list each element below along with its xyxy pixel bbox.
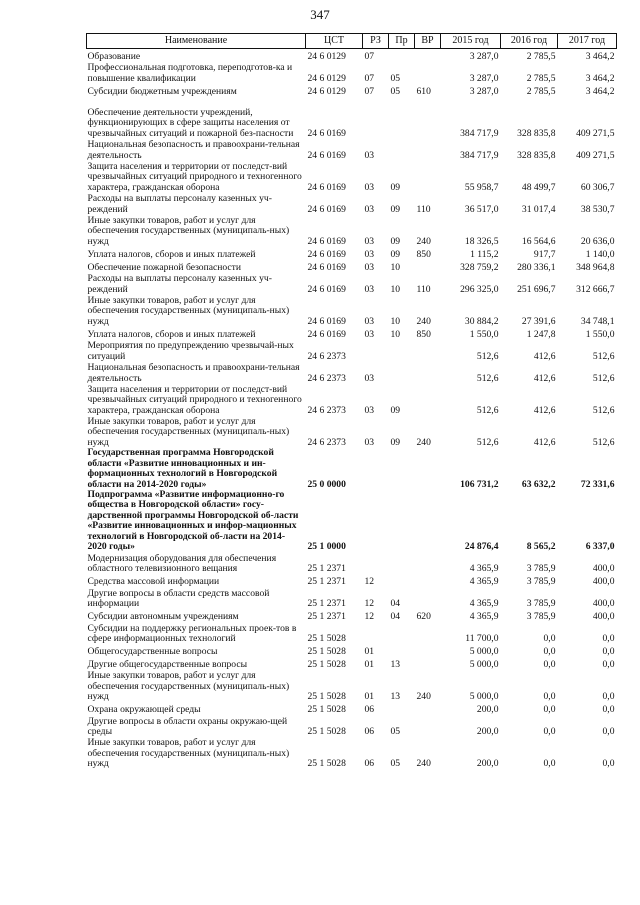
cell-2017: 512,6 (592, 372, 615, 384)
cell-name: Другие вопросы в области охраны окружаю-щей среды (87, 715, 288, 738)
cell-cst: 25 1 2371 (307, 576, 346, 588)
cell-cst: 24 6 2373 (307, 404, 346, 416)
cell-cst: 24 6 0129 (307, 50, 346, 62)
cell-2016: 3 785,9 (526, 598, 556, 610)
cell-vr (415, 574, 441, 587)
cell-2016: 0,0 (543, 633, 556, 645)
cell-pr (389, 574, 415, 587)
cell-pr (389, 552, 415, 574)
cell-cst: 24 6 0169 (307, 248, 346, 260)
cell-2016: 1 247,8 (526, 328, 556, 340)
table-row (87, 247, 617, 260)
cell-pr (389, 362, 415, 384)
header-pr: Пр (389, 34, 415, 49)
cell-pr: 13 (390, 659, 401, 671)
cell-2016: 0,0 (543, 704, 556, 716)
cell-2015: 384 717,9 (460, 127, 499, 139)
cell-vr: 240 (416, 436, 431, 448)
cell-name: Иные закупки товаров, работ и услуг для обеспечения государственных (муниципаль-ных) нужд (87, 416, 290, 448)
cell-pr (389, 340, 415, 362)
table-row (87, 49, 617, 63)
cell-vr: 240 (416, 235, 431, 247)
cell-pr (389, 622, 415, 644)
cell-2016: 328 835,8 (517, 127, 556, 139)
cell-vr (415, 702, 441, 715)
cell-cst: 24 6 0169 (307, 315, 346, 327)
cell-2017: 0,0 (602, 646, 615, 658)
table-row (87, 327, 617, 340)
cell-vr (415, 384, 441, 416)
cell-vr: 240 (416, 315, 431, 327)
cell-pr: 05 (390, 85, 401, 97)
cell-cst: 25 0 0000 (307, 478, 346, 490)
cell-cst: 25 1 5028 (307, 726, 346, 738)
cell-2017: 0,0 (602, 758, 615, 770)
cell-cst: 25 1 5028 (307, 704, 346, 716)
table-row (87, 490, 617, 552)
cell-cst: 25 1 5028 (307, 659, 346, 671)
cell-2015: 512,6 (476, 436, 499, 448)
cell-cst: 25 1 2371 (307, 611, 346, 623)
cell-2017: 0,0 (602, 659, 615, 671)
cell-2017: 1 140,0 (585, 248, 615, 260)
cell-2016: 48 499,7 (521, 181, 556, 193)
cell-vr: 610 (416, 85, 431, 97)
cell-2016: 31 017,4 (521, 203, 556, 215)
cell-2017: 20 636,0 (580, 235, 615, 247)
cell-pr (389, 490, 415, 552)
cell-pr: 10 (390, 261, 401, 273)
cell-2015: 4 365,9 (469, 576, 499, 588)
cell-cst: 24 6 0169 (307, 235, 346, 247)
cell-pr: 09 (390, 436, 401, 448)
cell-2015: 24 876,4 (464, 541, 499, 553)
cell-2016: 917,7 (533, 248, 556, 260)
cell-2017: 409 271,5 (576, 127, 615, 139)
cell-cst: 24 6 2373 (307, 350, 346, 362)
cell-vr (415, 260, 441, 273)
cell-2016: 0,0 (543, 659, 556, 671)
cell-2015: 4 365,9 (469, 598, 499, 610)
cell-vr (415, 97, 441, 139)
cell-2015: 5 000,0 (469, 646, 499, 658)
cell-name: Иные закупки товаров, работ и услуг для обеспечения государственных (муниципаль-ных) нужд (87, 295, 290, 327)
cell-vr (415, 657, 441, 670)
table-row (87, 84, 617, 97)
cell-name: Обеспечение пожарной безопасности (87, 261, 242, 273)
cell-2016: 328 835,8 (517, 149, 556, 161)
cell-cst: 24 6 0129 (307, 85, 346, 97)
cell-2015: 1 550,0 (469, 328, 499, 340)
cell-name: Иные закупки товаров, работ и услуг для обеспечения государственных (муниципаль-ных) нужд (87, 215, 290, 247)
cell-pr: 10 (390, 283, 401, 295)
cell-name: Субсидии на поддержку региональных проек-тов в сфере информационных технологий (87, 622, 297, 645)
cell-2015: 296 325,0 (460, 283, 499, 295)
cell-2016: 2 785,5 (526, 50, 556, 62)
cell-rz: 07 (364, 50, 375, 62)
cell-vr (415, 139, 441, 161)
cell-2017: 6 337,0 (585, 541, 615, 553)
cell-cst: 24 6 0169 (307, 127, 346, 139)
table-row (87, 273, 617, 295)
table-header-row (87, 34, 617, 49)
cell-rz (363, 340, 389, 362)
cell-cst: 24 6 2373 (307, 372, 346, 384)
cell-pr: 09 (390, 203, 401, 215)
cell-cst: 24 6 0169 (307, 283, 346, 295)
cell-vr: 620 (416, 611, 431, 623)
cell-2016: 412,6 (533, 372, 556, 384)
cell-rz: 03 (364, 404, 375, 416)
cell-vr (415, 644, 441, 657)
cell-pr (389, 49, 415, 63)
cell-rz: 06 (364, 758, 375, 770)
table-row (87, 340, 617, 362)
cell-rz: 06 (364, 704, 375, 716)
cell-rz: 03 (364, 283, 375, 295)
cell-rz (363, 622, 389, 644)
cell-2017: 0,0 (602, 704, 615, 716)
cell-cst: 24 6 0169 (307, 181, 346, 193)
cell-2016: 251 696,7 (517, 283, 556, 295)
table-row (87, 448, 617, 490)
cell-2015: 200,0 (476, 726, 499, 738)
cell-2017: 400,0 (592, 598, 615, 610)
cell-name: Субсидии автономным учреждениям (87, 611, 239, 623)
cell-name: Расходы на выплаты персоналу казенных уч-реждений (87, 273, 272, 295)
header-vr: ВР (415, 34, 441, 49)
table-row (87, 97, 617, 139)
cell-vr (415, 448, 441, 490)
table-row (87, 587, 617, 609)
cell-2015: 200,0 (476, 758, 499, 770)
cell-2017: 3 464,2 (585, 72, 615, 84)
table-row (87, 295, 617, 327)
cell-cst: 25 1 0000 (307, 541, 346, 553)
table-body (87, 49, 617, 770)
cell-2015: 512,6 (476, 372, 499, 384)
cell-name: Другие общегосударственные вопросы (87, 659, 248, 671)
cell-pr: 09 (390, 181, 401, 193)
table-row (87, 161, 617, 193)
cell-2017: 0,0 (602, 633, 615, 645)
page-number: 347 (310, 7, 330, 22)
cell-name: Уплата налогов, сборов и иных платежей (87, 248, 256, 260)
cell-2015: 30 884,2 (464, 315, 499, 327)
table-row (87, 609, 617, 622)
cell-vr (415, 622, 441, 644)
cell-vr (415, 340, 441, 362)
cell-rz: 03 (364, 248, 375, 260)
cell-2016: 3 785,9 (526, 611, 556, 623)
cell-rz: 03 (364, 328, 375, 340)
cell-2017: 400,0 (592, 576, 615, 588)
cell-name: Национальная безопасность и правоохрани-тельная деятельность (87, 362, 300, 384)
cell-2016: 0,0 (543, 758, 556, 770)
header-2015: 2015 год (441, 34, 501, 49)
cell-vr (415, 362, 441, 384)
cell-pr (389, 448, 415, 490)
cell-pr (389, 644, 415, 657)
cell-rz: 07 (364, 85, 375, 97)
table-row (87, 193, 617, 215)
cell-2017: 400,0 (592, 611, 615, 623)
cell-pr: 09 (390, 404, 401, 416)
table-row (87, 260, 617, 273)
cell-rz (363, 490, 389, 552)
cell-2017: 60 306,7 (580, 181, 615, 193)
cell-pr (389, 702, 415, 715)
cell-cst: 24 6 0129 (307, 72, 346, 84)
cell-rz: 01 (364, 659, 375, 671)
cell-pr: 10 (390, 315, 401, 327)
cell-cst: 25 1 5028 (307, 646, 346, 658)
cell-2016: 0,0 (543, 646, 556, 658)
cell-rz (363, 97, 389, 139)
cell-2015: 5 000,0 (469, 659, 499, 671)
cell-2015: 18 326,5 (464, 235, 499, 247)
cell-vr (415, 161, 441, 193)
cell-name: Средства массовой информации (87, 576, 220, 588)
cell-name: Подпрограмма «Развитие информационно-го общества в Новгородской области» госу-дарственной программы Новгородской об-ласти «Развитие инновационных и инфор-мационных технологий в Новгородской об-ласти на 2014-2020 годы» (87, 490, 299, 553)
table-row (87, 552, 617, 574)
cell-vr (415, 715, 441, 737)
cell-vr: 850 (416, 328, 431, 340)
table-row (87, 702, 617, 715)
table-row (87, 362, 617, 384)
cell-2017: 3 464,2 (585, 85, 615, 97)
table-row (87, 657, 617, 670)
cell-name: Образование (87, 50, 141, 62)
cell-rz: 03 (364, 372, 375, 384)
cell-cst: 24 6 0169 (307, 149, 346, 161)
cell-2016: 412,6 (533, 404, 556, 416)
cell-name: Мероприятия по предупреждению чрезвычай-ных ситуаций (87, 340, 294, 362)
cell-name: Уплата налогов, сборов и иных платежей (87, 328, 256, 340)
cell-rz: 03 (364, 315, 375, 327)
cell-name: Расходы на выплаты персоналу казенных уч-реждений (87, 193, 272, 215)
cell-name: Защита населения и территории от последст-вий чрезвычайных ситуаций природного и техногенного характера, гражданская оборона (87, 161, 302, 193)
cell-2015: 328 759,2 (460, 261, 499, 273)
cell-name: Иные закупки товаров, работ и услуг для обеспечения государственных (муниципаль-ных) нужд (87, 737, 290, 770)
cell-name: Государственная программа Новгородской области «Развитие инновационных и ин-формационных технологий в Новгородской области на 2014-2020 годы» (87, 448, 278, 490)
cell-2015: 36 517,0 (464, 203, 499, 215)
cell-vr (415, 62, 441, 84)
table-row (87, 737, 617, 769)
table-row (87, 215, 617, 247)
cell-pr: 13 (390, 691, 401, 703)
cell-name: Обеспечение деятельности учреждений, функционирующих в сфере защиты населения от чрезвычайных ситуаций и пожарной без-пасности (87, 106, 294, 139)
cell-rz: 12 (364, 576, 375, 588)
cell-name: Защита населения и территории от последст-вий чрезвычайных ситуаций природного и техногенного характера, гражданская оборона (87, 384, 302, 416)
cell-2016: 280 336,1 (517, 261, 556, 273)
cell-2017: 512,6 (592, 436, 615, 448)
cell-2017: 3 464,2 (585, 50, 615, 62)
cell-name: Модернизация оборудования для обеспечения областного телевизионного вещания (87, 552, 277, 575)
cell-2017: 72 331,6 (580, 478, 615, 490)
cell-2017: 0,0 (602, 691, 615, 703)
cell-2016: 63 632,2 (521, 478, 556, 490)
cell-2016: 8 565,2 (526, 541, 556, 553)
cell-2016: 0,0 (543, 691, 556, 703)
cell-vr (415, 490, 441, 552)
cell-vr (415, 587, 441, 609)
cell-2016: 3 785,9 (526, 563, 556, 575)
cell-pr: 09 (390, 235, 401, 247)
cell-2016: 412,6 (533, 350, 556, 362)
table-row (87, 139, 617, 161)
cell-2017: 512,6 (592, 350, 615, 362)
cell-name: Субсидии бюджетным учреждениям (87, 85, 237, 97)
cell-2015: 3 287,0 (469, 85, 499, 97)
cell-rz: 01 (364, 646, 375, 658)
header-name: Наименование (87, 34, 306, 49)
cell-name: Иные закупки товаров, работ и услуг для обеспечения государственных (муниципаль-ных) нужд (87, 670, 290, 703)
cell-2015: 55 958,7 (464, 181, 499, 193)
cell-2017: 0,0 (602, 726, 615, 738)
cell-rz: 01 (364, 691, 375, 703)
cell-rz: 03 (364, 235, 375, 247)
cell-rz: 12 (364, 611, 375, 623)
cell-rz: 07 (364, 72, 375, 84)
cell-2016: 3 785,9 (526, 576, 556, 588)
cell-2017: 34 748,1 (580, 315, 615, 327)
cell-rz: 06 (364, 726, 375, 738)
cell-rz: 03 (364, 149, 375, 161)
header-rz: РЗ (363, 34, 389, 49)
cell-name: Другие вопросы в области средств массовой информации (87, 587, 270, 610)
cell-cst: 25 1 2371 (307, 598, 346, 610)
cell-2015: 3 287,0 (469, 50, 499, 62)
cell-2015: 5 000,0 (469, 691, 499, 703)
cell-vr (415, 49, 441, 63)
cell-2016: 2 785,5 (526, 72, 556, 84)
cell-cst: 25 1 2371 (307, 563, 346, 575)
cell-2015: 384 717,9 (460, 149, 499, 161)
table-row (87, 622, 617, 644)
cell-vr: 110 (416, 203, 431, 215)
cell-2017: 312 666,7 (576, 283, 615, 295)
header-cst: ЦСТ (306, 34, 363, 49)
cell-rz (363, 448, 389, 490)
cell-cst: 25 1 5028 (307, 758, 346, 770)
cell-name: Национальная безопасность и правоохрани-тельная деятельность (87, 139, 300, 161)
cell-pr: 05 (390, 726, 401, 738)
cell-cst: 24 6 2373 (307, 436, 346, 448)
cell-2016: 27 391,6 (521, 315, 556, 327)
cell-pr: 04 (390, 611, 401, 623)
table-row (87, 644, 617, 657)
cell-pr: 05 (390, 72, 401, 84)
cell-name: Профессиональная подготовка, переподготов-ка и повышение квалификации (87, 62, 293, 84)
cell-rz: 03 (364, 181, 375, 193)
cell-name: Охрана окружающей среды (87, 704, 201, 716)
cell-pr: 09 (390, 248, 401, 260)
table-row (87, 715, 617, 737)
cell-cst: 24 6 0169 (307, 203, 346, 215)
cell-vr: 240 (416, 691, 431, 703)
table-row (87, 416, 617, 448)
cell-2015: 512,6 (476, 350, 499, 362)
cell-2016: 2 785,5 (526, 85, 556, 97)
table-row (87, 670, 617, 702)
cell-2015: 3 287,0 (469, 72, 499, 84)
table-row (87, 574, 617, 587)
cell-vr: 850 (416, 248, 431, 260)
cell-name: Общегосударственные вопросы (87, 646, 218, 658)
cell-rz: 03 (364, 261, 375, 273)
header-2017: 2017 год (558, 34, 617, 49)
cell-rz: 03 (364, 436, 375, 448)
cell-2015: 1 115,2 (470, 248, 499, 260)
header-2016: 2016 год (501, 34, 558, 49)
cell-vr: 240 (416, 758, 431, 770)
cell-pr (389, 97, 415, 139)
cell-2016: 412,6 (533, 436, 556, 448)
cell-2017: 409 271,5 (576, 149, 615, 161)
cell-cst: 25 1 5028 (307, 691, 346, 703)
cell-cst: 24 6 0169 (307, 328, 346, 340)
cell-2015: 106 731,2 (460, 478, 499, 490)
cell-2017: 512,6 (592, 404, 615, 416)
cell-2015: 512,6 (476, 404, 499, 416)
cell-pr: 04 (390, 598, 401, 610)
cell-pr: 05 (390, 758, 401, 770)
cell-2016: 16 564,6 (521, 235, 556, 247)
cell-cst: 24 6 0169 (307, 261, 346, 273)
cell-2015: 200,0 (476, 704, 499, 716)
cell-pr (389, 139, 415, 161)
cell-2017: 1 550,0 (585, 328, 615, 340)
cell-2017: 38 530,7 (580, 203, 615, 215)
cell-2016: 0,0 (543, 726, 556, 738)
cell-cst: 25 1 5028 (307, 633, 346, 645)
cell-vr (415, 552, 441, 574)
table-row (87, 384, 617, 416)
cell-2017: 400,0 (592, 563, 615, 575)
cell-2015: 4 365,9 (469, 563, 499, 575)
cell-rz (363, 552, 389, 574)
cell-2015: 11 700,0 (465, 633, 499, 645)
cell-2017: 348 964,8 (576, 261, 615, 273)
cell-vr: 110 (416, 283, 431, 295)
cell-rz: 03 (364, 203, 375, 215)
table-row (87, 62, 617, 84)
cell-rz: 12 (364, 598, 375, 610)
budget-table (86, 33, 617, 769)
cell-pr: 10 (390, 328, 401, 340)
cell-2015: 4 365,9 (469, 611, 499, 623)
